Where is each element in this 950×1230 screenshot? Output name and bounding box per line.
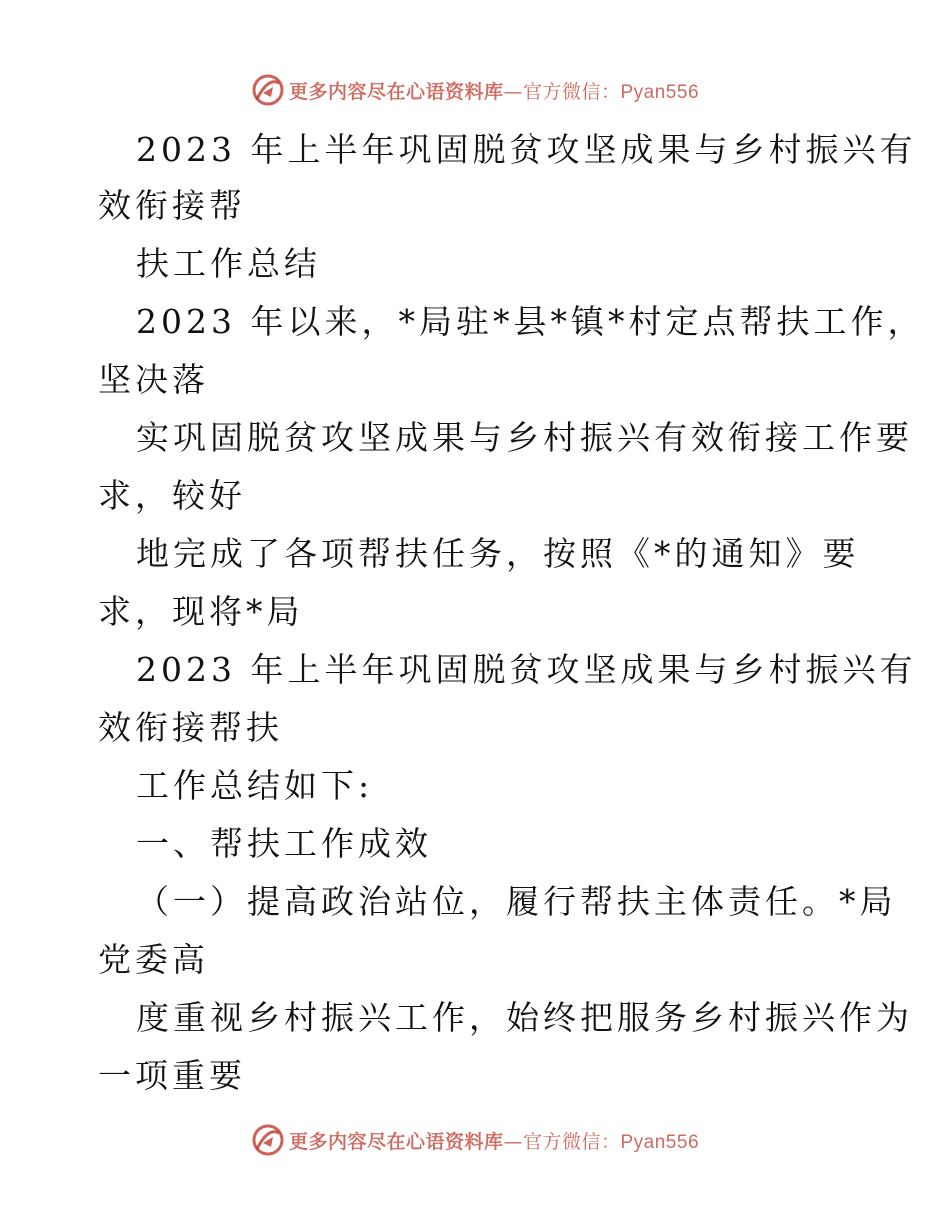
watermark-banner-top: [0, 70, 950, 110]
text-line: 工作总结如下:: [136, 766, 374, 805]
text-line: 效衔接帮扶: [98, 708, 283, 747]
seal-logo-icon: [251, 73, 285, 107]
section-heading: 一、帮扶工作成效: [136, 824, 432, 863]
text-line: 2023 年上半年巩固脱贫攻坚成果与乡村振兴有: [136, 650, 917, 689]
seal-logo-icon: [251, 1123, 285, 1157]
watermark-banner-bottom: [0, 1120, 950, 1160]
text-line: 扶工作总结: [136, 244, 321, 283]
watermark-text: 更多内容尽在心语资料库—官方微信：Pyan556: [288, 80, 700, 103]
text-line: 党委高: [98, 940, 209, 979]
watermark-text: 更多内容尽在心语资料库—官方微信：Pyan556: [288, 1130, 700, 1153]
text-line: 效衔接帮: [98, 186, 246, 225]
text-line: 坚决落: [98, 360, 209, 399]
text-line: 实巩固脱贫攻坚成果与乡村振兴有效衔接工作要: [136, 418, 913, 457]
text-line: 度重视乡村振兴工作，始终把服务乡村振兴作为: [136, 998, 913, 1037]
text-line: 2023 年上半年巩固脱贫攻坚成果与乡村振兴有: [136, 130, 917, 169]
text-line: 求，较好: [98, 476, 246, 515]
text-line: 2023 年以来，*局驻*县*镇*村定点帮扶工作，: [136, 302, 925, 341]
text-line: 地完成了各项帮扶任务，按照《*的通知》要: [136, 534, 860, 573]
text-line: 求，现将*局: [98, 592, 304, 631]
text-line: （一）提高政治站位，履行帮扶主体责任。*局: [136, 882, 897, 921]
text-line: 一项重要: [98, 1056, 246, 1095]
